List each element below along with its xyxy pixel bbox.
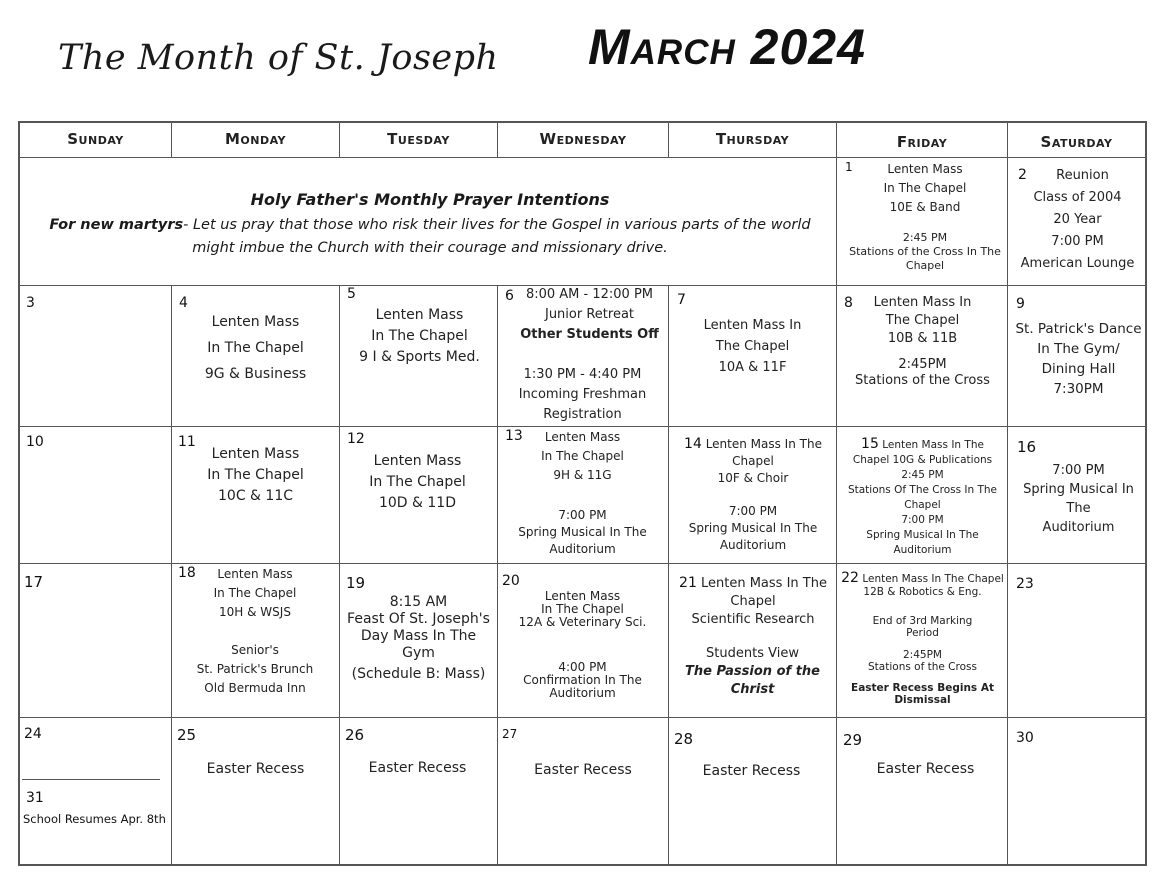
event-line: Lenten Mass xyxy=(211,446,300,462)
event-line: 7:00 PM xyxy=(1052,463,1105,478)
event-line xyxy=(840,572,1005,586)
day-number: 17 xyxy=(24,573,44,591)
day-number: 27 xyxy=(502,727,518,741)
event-line: Students View xyxy=(706,646,799,661)
event-line: End of 3rd Marking xyxy=(872,615,973,627)
day-events xyxy=(505,507,660,558)
day-number: 19 xyxy=(346,574,366,592)
event-line: Lenten Mass In The Chapel xyxy=(862,573,1004,585)
event-line: 7:00 PM xyxy=(728,504,778,518)
event-line: Confirmation In The xyxy=(523,673,642,687)
event-line: Spring Musical In The xyxy=(518,525,647,539)
day-number: 13 xyxy=(505,428,523,444)
day-events xyxy=(505,661,660,700)
day-events xyxy=(840,572,1005,599)
event-line: In The Chapel xyxy=(883,181,967,195)
event-line: 12A & Veterinary Sci. xyxy=(518,615,647,629)
day-events xyxy=(840,615,1005,639)
grid-line xyxy=(1007,121,1008,865)
event-line: (Schedule B: Mass) xyxy=(351,666,486,682)
grid-line xyxy=(339,285,340,865)
day-events xyxy=(517,285,662,345)
grid-line xyxy=(18,157,1147,158)
day-events xyxy=(850,160,1000,217)
day-header-friday: Friday xyxy=(896,133,948,151)
event-line: Auditorium xyxy=(549,686,616,700)
event-line: 9 I & Sports Med. xyxy=(359,349,480,365)
day-number: 30 xyxy=(1016,730,1034,746)
event-line: 20 Year xyxy=(1053,212,1102,227)
day-events xyxy=(178,309,333,387)
event-line: Senior's xyxy=(231,643,279,657)
grid-line xyxy=(22,779,160,780)
day-events xyxy=(505,365,660,425)
event-line xyxy=(840,437,1005,453)
day-events xyxy=(180,641,330,698)
day-events: Easter Recess xyxy=(368,760,467,776)
event-line: Dining Hall xyxy=(1041,361,1116,377)
day-events xyxy=(1010,165,1145,275)
day-number: 4 xyxy=(179,295,188,311)
event-line: Stations of the Cross In The xyxy=(849,245,1001,258)
event-line: Other Students Off xyxy=(520,327,659,342)
event-line: Auditorium xyxy=(893,544,952,556)
day-header-tuesday: Tuesday xyxy=(387,130,450,148)
event-line: Reunion xyxy=(1056,168,1109,183)
event-line: The Chapel xyxy=(715,339,790,354)
event-line: 1:30 PM - 4:40 PM xyxy=(523,367,642,382)
day-number: 7 xyxy=(677,292,686,308)
day-events xyxy=(672,574,834,629)
intentions-body xyxy=(20,214,840,260)
event-line: 9H & 11G xyxy=(553,468,612,482)
event-line: In The Chapel xyxy=(213,586,297,600)
event-line: In The Chapel xyxy=(207,340,304,356)
day-events xyxy=(675,315,830,378)
day-events: Easter Recess xyxy=(702,763,801,779)
event-line: 2:45PM xyxy=(903,649,942,661)
event-line: The Chapel xyxy=(885,313,960,328)
event-line: Gym xyxy=(402,645,435,661)
event-line: Old Bermuda Inn xyxy=(204,681,306,695)
event-line: Spring Musical In xyxy=(1023,482,1134,497)
event-time: 8:00 AM - 12:00 PM xyxy=(525,287,654,302)
event-line: Registration xyxy=(543,407,622,422)
day-events xyxy=(340,594,497,683)
day-number: 23 xyxy=(1016,576,1034,592)
event-line: 10D & 11D xyxy=(378,495,456,511)
event-line: Lenten Mass xyxy=(373,453,462,469)
day-events xyxy=(185,565,325,622)
day-header-thursday: Thursday xyxy=(715,130,790,148)
day-events: Easter Recess xyxy=(534,762,632,778)
event-line: Lenten Mass xyxy=(544,430,621,444)
event-line: Lenten Mass In The xyxy=(705,437,822,451)
intentions-title: Holy Father's Monthly Prayer Intentions xyxy=(250,190,610,209)
event-line: Chapel 10G & Publications xyxy=(852,454,993,466)
event-line: In The Gym/ xyxy=(1037,341,1120,357)
event-line: Easter Recess Begins At xyxy=(851,682,994,694)
day-number: 31 xyxy=(26,790,44,806)
day-number: 15 xyxy=(861,436,879,452)
event-line xyxy=(672,436,834,453)
grid-line xyxy=(18,426,1147,427)
grid-line xyxy=(18,563,1147,564)
day-number: 3 xyxy=(26,295,35,311)
event-line: Stations of the Cross xyxy=(868,661,977,673)
day-events xyxy=(1010,319,1147,399)
day-events xyxy=(850,294,995,348)
day-events xyxy=(342,305,497,368)
event-line: 10C & 11C xyxy=(218,488,293,504)
page-title: March 2024 xyxy=(588,19,866,75)
day-events xyxy=(845,357,1000,389)
day-number: 26 xyxy=(345,726,365,744)
day-number: 5 xyxy=(347,286,356,302)
day-number: 22 xyxy=(841,570,859,586)
day-number: 12 xyxy=(347,431,365,447)
event-line: Lenten Mass xyxy=(544,589,621,603)
day-number: 29 xyxy=(843,731,863,749)
intentions-text-2: might imbue the Church with their courage and missionary drive. xyxy=(192,240,668,256)
event-line: Stations Of The Cross In The xyxy=(847,484,998,496)
event-line: Chapel xyxy=(904,499,941,511)
page-subtitle: The Month of St. Joseph xyxy=(58,38,499,78)
grid-line xyxy=(18,121,1147,123)
event-line: American Lounge xyxy=(1020,256,1135,271)
event-line: 8:15 AM xyxy=(389,594,448,610)
event-line: 2:45 PM xyxy=(902,231,948,244)
day-number: 6 xyxy=(505,288,514,304)
day-header-sunday: Sunday xyxy=(67,130,124,148)
day-events xyxy=(1010,461,1147,537)
day-events xyxy=(672,436,834,487)
event-line: 10B & 11B xyxy=(887,331,958,346)
intentions-lead: For new martyrs xyxy=(49,217,184,233)
event-line: In The Chapel xyxy=(207,467,304,483)
event-line: Auditorium xyxy=(549,542,616,556)
event-line: Period xyxy=(906,627,939,639)
event-line: Chapel xyxy=(730,594,776,609)
intentions-text: - Let us pray that those who risk their lives for the Gospel in various parts of the world xyxy=(183,217,811,233)
event-line: In The Chapel xyxy=(371,328,468,344)
event-line: Chapel xyxy=(732,454,774,468)
event-line: In The Chapel xyxy=(369,474,466,490)
event-line: Auditorium xyxy=(1042,520,1115,535)
event-line: In The Chapel xyxy=(541,602,624,616)
day-number: 16 xyxy=(1017,438,1037,456)
day-number: 1 xyxy=(845,160,853,174)
day-number: 28 xyxy=(674,730,694,748)
day-number: 24 xyxy=(24,726,42,742)
event-line: Lenten Mass In xyxy=(703,318,802,333)
event-line: 9G & Business xyxy=(204,366,307,382)
day-events xyxy=(505,428,660,485)
event-line: Lenten Mass In The xyxy=(882,439,984,451)
event-line: 10H & WSJS xyxy=(219,605,291,619)
event-line: In The Chapel xyxy=(541,449,624,463)
event-line: Stations of the Cross xyxy=(855,373,990,388)
event-line: St. Patrick's Dance xyxy=(1015,321,1142,337)
day-header-saturday: Saturday xyxy=(1040,133,1113,151)
event-line: Lenten Mass In xyxy=(873,295,972,310)
day-number: 18 xyxy=(178,565,196,581)
day-events: Easter Recess xyxy=(206,761,305,777)
schedule-note: School Resumes Apr. 8th xyxy=(23,812,166,826)
day-number: 11 xyxy=(178,434,196,450)
day-number: 21 xyxy=(679,575,697,591)
event-line: The xyxy=(1066,501,1091,516)
grid-line xyxy=(18,717,1147,718)
event-line: Lenten Mass xyxy=(217,567,293,581)
event-line: Junior Retreat xyxy=(544,307,635,322)
event-line: 2:45 PM xyxy=(901,469,944,481)
day-events xyxy=(845,231,1005,273)
day-events xyxy=(840,649,1005,673)
event-line: Lenten Mass xyxy=(887,162,963,176)
event-line: 10A & 11F xyxy=(718,360,787,375)
event-line: Scientific Research xyxy=(691,612,815,627)
day-number: 8 xyxy=(844,295,853,311)
event-line: 7:00 PM xyxy=(901,514,944,526)
day-number: 9 xyxy=(1016,296,1025,312)
event-line: 7:00 PM xyxy=(1051,234,1104,249)
day-events xyxy=(840,682,1005,706)
event-line: 12B & Robotics & Eng. xyxy=(863,586,982,598)
day-events xyxy=(670,645,835,699)
event-line: Incoming Freshman xyxy=(518,387,647,402)
event-line: The Passion of the Christ xyxy=(685,664,820,697)
day-number: 10 xyxy=(26,434,44,450)
event-line: Chapel xyxy=(905,259,945,272)
event-line: Dismissal xyxy=(894,694,951,706)
event-line: 4:00 PM xyxy=(558,660,607,674)
day-events xyxy=(840,437,1005,558)
day-events xyxy=(178,444,333,507)
event-line: Lenten Mass xyxy=(375,307,464,323)
event-line: 10E & Band xyxy=(889,200,961,214)
day-header-monday: Monday xyxy=(224,130,287,148)
event-line xyxy=(672,574,834,593)
event-line: Lenten Mass In The xyxy=(701,576,827,591)
day-header-wednesday: Wednesday xyxy=(539,130,627,148)
day-number: 2 xyxy=(1018,167,1027,183)
event-line: 10F & Choir xyxy=(717,471,789,485)
day-number: 25 xyxy=(177,726,197,744)
event-line: 7:30PM xyxy=(1053,381,1104,397)
event-line: Feast Of St. Joseph's xyxy=(347,611,490,627)
event-line: Lenten Mass xyxy=(211,314,300,330)
day-number: 20 xyxy=(502,573,520,589)
grid-line xyxy=(18,864,1147,866)
event-line: 7:00 PM xyxy=(558,508,607,522)
event-line: Spring Musical In The xyxy=(688,521,818,535)
event-line: Day Mass In The xyxy=(360,628,477,644)
event-line: Spring Musical In The xyxy=(866,529,979,541)
day-number: 14 xyxy=(684,436,702,452)
event-line: Class of 2004 xyxy=(1033,190,1122,205)
event-line: St. Patrick's Brunch xyxy=(196,662,314,676)
day-events xyxy=(505,590,660,629)
day-events xyxy=(672,503,834,554)
event-line: 2:45PM xyxy=(898,357,947,372)
day-events xyxy=(340,451,495,514)
event-line: Auditorium xyxy=(719,538,787,552)
day-events: Easter Recess xyxy=(876,761,975,777)
